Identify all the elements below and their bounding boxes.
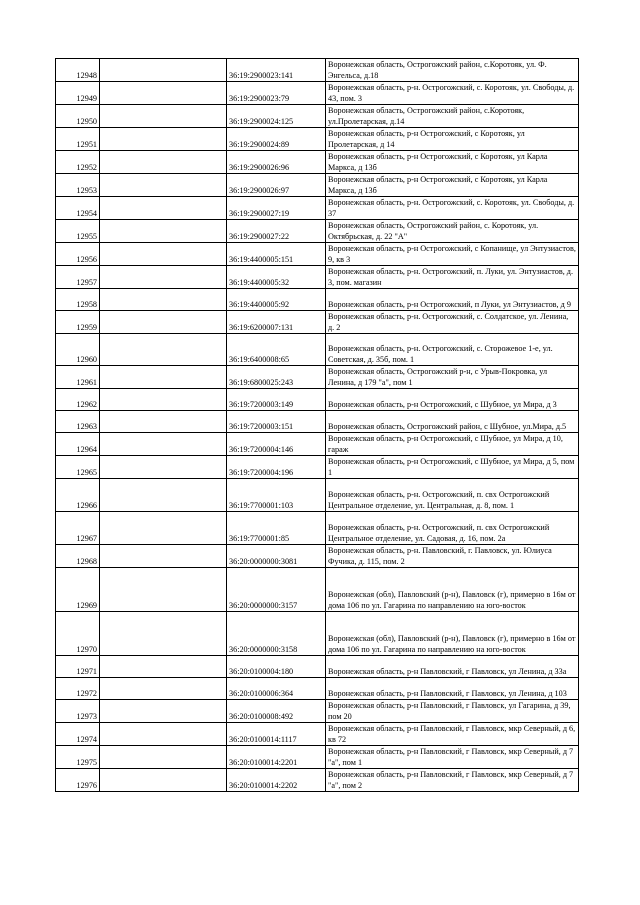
cadastral-number: 36:20:0100014:1117 <box>227 723 326 746</box>
table-row <box>56 266 579 289</box>
row-number: 12964 <box>56 433 100 456</box>
row-number: 12956 <box>56 243 100 266</box>
address: Воронежская область, р-н. Острогожский, п. Луки, ул. Энтузиастов, д. 3, пом. магазин <box>326 266 579 289</box>
cadastral-number: 36:20:0000000:3157 <box>227 568 326 612</box>
row-number: 12950 <box>56 105 100 128</box>
row-number: 12959 <box>56 311 100 334</box>
row-number: 12962 <box>56 389 100 411</box>
table-row <box>56 612 579 656</box>
row-empty-cell <box>100 700 227 723</box>
cadastral-number: 36:19:7200003:151 <box>227 411 326 433</box>
row-empty-cell <box>100 334 227 366</box>
table-row <box>56 656 579 678</box>
cadastral-number: 36:19:2900026:97 <box>227 174 326 197</box>
address: Воронежская область, р-н. Острогожский, п. свх Острогожский Центральное отделение, ул. Садовая, д. 16, пом. 2а <box>326 512 579 545</box>
address: Воронежская область, р-н Павловский, г Павловск, мкр Северный, д 6, кв 72 <box>326 723 579 746</box>
address: Воронежская область, р-н Павловский, г Павловск, ул Гагарина, д 39, пом 20 <box>326 700 579 723</box>
address: Воронежская область, р-н Острогожский, п Луки, ул Энтузиастов, д 9 <box>326 289 579 311</box>
cadastral-number: 36:20:0000000:3081 <box>227 545 326 568</box>
address: Воронежская область, Острогожский район, с Шубное, ул.Мира, д.5 <box>326 411 579 433</box>
cadastral-number: 36:19:2900027:19 <box>227 197 326 220</box>
row-empty-cell <box>100 656 227 678</box>
address: Воронежская область, р-н Острогожский, с Шубное, ул Мира, д 5, пом 1 <box>326 456 579 479</box>
row-empty-cell <box>100 174 227 197</box>
address: Воронежская область, р-н Павловский, г Павловск, мкр Северный, д 7 "а", пом 2 <box>326 769 579 792</box>
cadastral-number: 36:19:7200004:146 <box>227 433 326 456</box>
row-empty-cell <box>100 243 227 266</box>
row-empty-cell <box>100 411 227 433</box>
address: Воронежская область, р-н Павловский, г Павловск, ул Ленина, д 33а <box>326 656 579 678</box>
cadastral-number: 36:20:0100006:364 <box>227 678 326 700</box>
row-empty-cell <box>100 479 227 512</box>
row-empty-cell <box>100 105 227 128</box>
row-number: 12972 <box>56 678 100 700</box>
table-row <box>56 174 579 197</box>
row-empty-cell <box>100 82 227 105</box>
table-row <box>56 366 579 389</box>
table-row <box>56 678 579 700</box>
address: Воронежская область, р-н Острогожский, с Шубное, ул Мира, д 10, гараж <box>326 433 579 456</box>
cadastral-number: 36:19:2900023:141 <box>227 59 326 82</box>
table-row <box>56 220 579 243</box>
address: Воронежская область, р-н. Павловский, г. Павловск, ул. Юлиуса Фучика, д. 115, пом. 2 <box>326 545 579 568</box>
cadastral-number: 36:19:6800025:243 <box>227 366 326 389</box>
row-number: 12954 <box>56 197 100 220</box>
row-empty-cell <box>100 545 227 568</box>
row-empty-cell <box>100 389 227 411</box>
row-number: 12974 <box>56 723 100 746</box>
table-row <box>56 334 579 366</box>
row-empty-cell <box>100 220 227 243</box>
table-row <box>56 545 579 568</box>
table-row <box>56 411 579 433</box>
row-empty-cell <box>100 197 227 220</box>
row-empty-cell <box>100 366 227 389</box>
row-empty-cell <box>100 289 227 311</box>
table-row <box>56 82 579 105</box>
row-empty-cell <box>100 433 227 456</box>
table-row <box>56 151 579 174</box>
table-row <box>56 289 579 311</box>
row-empty-cell <box>100 456 227 479</box>
cadastral-number: 36:19:7200004:196 <box>227 456 326 479</box>
address: Воронежская область, р-н. Острогожский, с. Коротояк, ул. Свободы, д. 37 <box>326 197 579 220</box>
address: Воронежская область, р-н Острогожский, с Шубное, ул Мира, д 3 <box>326 389 579 411</box>
cadastral-number: 36:19:7700001:85 <box>227 512 326 545</box>
registry-table-body <box>56 59 579 792</box>
table-row <box>56 512 579 545</box>
row-number: 12963 <box>56 411 100 433</box>
table-row <box>56 769 579 792</box>
row-empty-cell <box>100 512 227 545</box>
cadastral-number: 36:19:4400005:151 <box>227 243 326 266</box>
registry-table <box>55 58 579 792</box>
address: Воронежская область, р-н. Острогожский, с. Сторожевое 1-е, ул. Советская, д. 35б, пом. 1 <box>326 334 579 366</box>
cadastral-number: 36:19:7700001:103 <box>227 479 326 512</box>
address: Воронежская область, Острогожский р-н, с Урыв-Покровка, ул Ленина, д 179 "а", пом 1 <box>326 366 579 389</box>
row-number: 12973 <box>56 700 100 723</box>
row-number: 12955 <box>56 220 100 243</box>
table-row <box>56 700 579 723</box>
table-row <box>56 59 579 82</box>
cadastral-number: 36:19:7200003:149 <box>227 389 326 411</box>
cadastral-number: 36:19:6200007:131 <box>227 311 326 334</box>
cadastral-number: 36:19:2900023:79 <box>227 82 326 105</box>
table-row <box>56 105 579 128</box>
address: Воронежская область, Острогожский район, с.Коротояк, ул. Ф. Энгельса, д.18 <box>326 59 579 82</box>
row-number: 12971 <box>56 656 100 678</box>
row-empty-cell <box>100 266 227 289</box>
row-number: 12966 <box>56 479 100 512</box>
table-row <box>56 723 579 746</box>
row-number: 12976 <box>56 769 100 792</box>
row-number: 12953 <box>56 174 100 197</box>
cadastral-number: 36:20:0100008:492 <box>227 700 326 723</box>
address: Воронежская область, р-н Острогожский, с Коротояк, ул Карла Маркса, д 13б <box>326 174 579 197</box>
row-number: 12975 <box>56 746 100 769</box>
row-number: 12968 <box>56 545 100 568</box>
row-number: 12969 <box>56 568 100 612</box>
row-empty-cell <box>100 151 227 174</box>
row-empty-cell <box>100 612 227 656</box>
row-number: 12961 <box>56 366 100 389</box>
table-row <box>56 389 579 411</box>
address: Воронежская область, р-н Острогожский, с Копанище, ул Энтузиастов, 9, кв 3 <box>326 243 579 266</box>
row-number: 12957 <box>56 266 100 289</box>
table-row <box>56 746 579 769</box>
address: Воронежская область, р-н Павловский, г Павловск, мкр Северный, д 7 "а", пом 1 <box>326 746 579 769</box>
address: Воронежская область, р-н. Острогожский, п. свх Острогожский Центральное отделение, ул. Центральная, д. 8, пом. 1 <box>326 479 579 512</box>
row-number: 12967 <box>56 512 100 545</box>
cadastral-number: 36:19:6400008:65 <box>227 334 326 366</box>
row-empty-cell <box>100 746 227 769</box>
row-number: 12951 <box>56 128 100 151</box>
row-empty-cell <box>100 128 227 151</box>
row-empty-cell <box>100 723 227 746</box>
cadastral-number: 36:20:0100014:2201 <box>227 746 326 769</box>
cadastral-number: 36:19:2900024:89 <box>227 128 326 151</box>
address: Воронежская область, р-н Острогожский, с Коротояк, ул Пролетарская, д 14 <box>326 128 579 151</box>
row-number: 12960 <box>56 334 100 366</box>
address: Воронежская область, р-н. Острогожский, с. Коротояк, ул. Свободы, д. 43, пом. 3 <box>326 82 579 105</box>
table-row <box>56 433 579 456</box>
cadastral-number: 36:19:2900027:22 <box>227 220 326 243</box>
address: Воронежская область, Острогожский район, с. Коротояк, ул. Октябрьская, д. 22 "А" <box>326 220 579 243</box>
row-empty-cell <box>100 568 227 612</box>
row-number: 12958 <box>56 289 100 311</box>
cadastral-number: 36:20:0000000:3158 <box>227 612 326 656</box>
row-number: 12970 <box>56 612 100 656</box>
row-empty-cell <box>100 311 227 334</box>
address: Воронежская область, р-н. Острогожский, с. Солдатское, ул. Ленина, д. 2 <box>326 311 579 334</box>
address: Воронежская (обл), Павловский (р-н), Павловск (г), примерно в 16м от дома 106 по ул. Гагарина по направлению на юго-восток <box>326 612 579 656</box>
cadastral-number: 36:19:2900024:125 <box>227 105 326 128</box>
address: Воронежская область, Острогожский район, с.Коротояк, ул.Пролетарская, д.14 <box>326 105 579 128</box>
cadastral-number: 36:19:4400005:92 <box>227 289 326 311</box>
cadastral-number: 36:19:2900026:96 <box>227 151 326 174</box>
cadastral-number: 36:19:4400005:32 <box>227 266 326 289</box>
row-empty-cell <box>100 59 227 82</box>
cadastral-number: 36:20:0100004:180 <box>227 656 326 678</box>
table-row <box>56 479 579 512</box>
row-number: 12965 <box>56 456 100 479</box>
table-row <box>56 568 579 612</box>
table-row <box>56 243 579 266</box>
row-empty-cell <box>100 678 227 700</box>
table-row <box>56 456 579 479</box>
address: Воронежская область, р-н Павловский, г Павловск, ул Ленина, д 103 <box>326 678 579 700</box>
row-number: 12952 <box>56 151 100 174</box>
row-empty-cell <box>100 769 227 792</box>
table-row <box>56 128 579 151</box>
row-number: 12948 <box>56 59 100 82</box>
cadastral-number: 36:20:0100014:2202 <box>227 769 326 792</box>
table-row <box>56 197 579 220</box>
address: Воронежская область, р-н Острогожский, с Коротояк, ул Карла Маркса, д 13б <box>326 151 579 174</box>
table-row <box>56 311 579 334</box>
row-number: 12949 <box>56 82 100 105</box>
address: Воронежская (обл), Павловский (р-н), Павловск (г), примерно в 16м от дома 106 по ул. Гагарина по направлению на юго-восток <box>326 568 579 612</box>
